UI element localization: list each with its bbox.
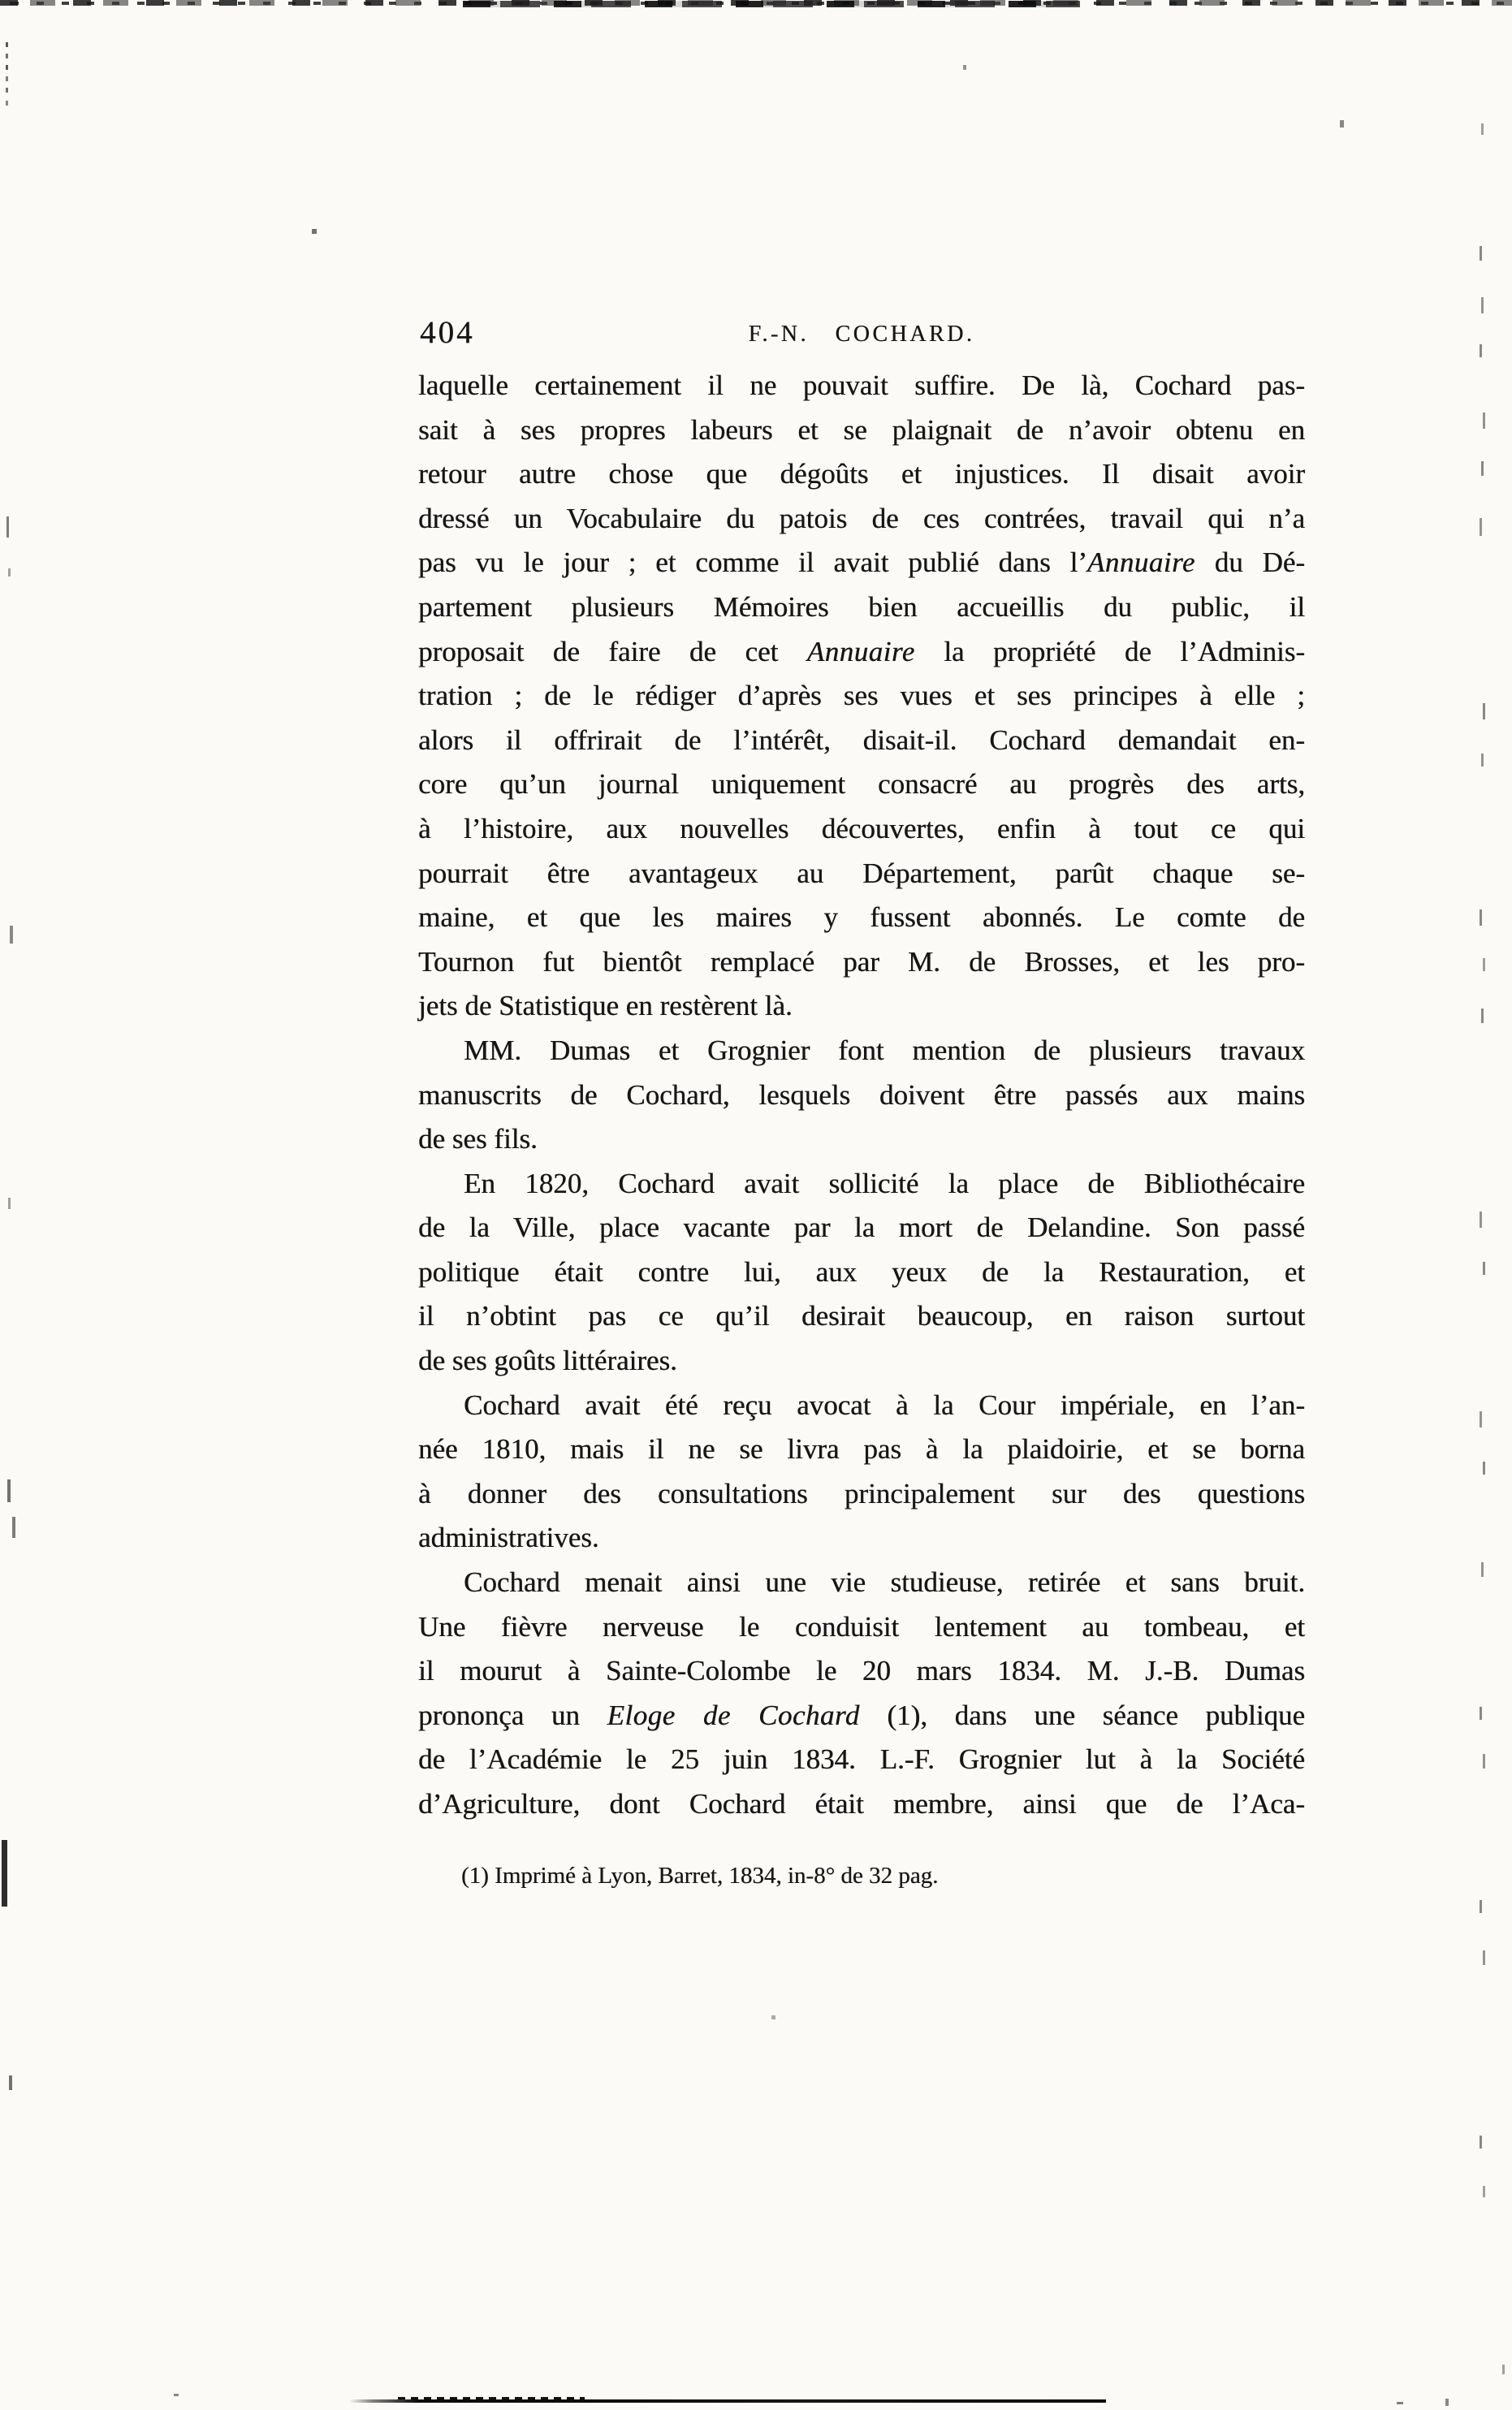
scan-artifact-mark bbox=[1397, 2402, 1403, 2404]
scan-artifact-mark bbox=[6, 54, 8, 58]
text-run: En 1820, Cochard avait sollicité la place de Bibliothécaire bbox=[464, 1167, 1305, 1199]
text-run: pourrait être avantageux au Département, parût chaque se- bbox=[418, 857, 1305, 889]
text-line bbox=[418, 1029, 1305, 1073]
scan-artifact-mark bbox=[1480, 1211, 1482, 1228]
text-run: de ses goûts littéraires. bbox=[418, 1345, 677, 1377]
text-line bbox=[418, 1384, 1305, 1428]
scan-artifact-mark bbox=[1483, 412, 1485, 429]
scan-artifact-mark bbox=[1340, 120, 1344, 127]
scan-torn-edge-top-dense bbox=[463, 1, 1080, 9]
scan-artifact-mark bbox=[6, 42, 8, 47]
text-run: Cochard menait ainsi une vie studieuse, retirée et sans bruit. bbox=[464, 1566, 1305, 1599]
text-run: jets de Statistique en restèrent là. bbox=[418, 990, 793, 1022]
text-run: de l’Académie le 25 juin 1834. L.-F. Grognier lut à la Société bbox=[418, 1743, 1305, 1776]
scan-artifact-mark bbox=[6, 88, 8, 93]
text-line bbox=[418, 497, 1305, 542]
text-run: prononça un bbox=[418, 1699, 607, 1731]
text-line bbox=[418, 1250, 1305, 1295]
text-run: sait à ses propres labeurs et se plaignait de n’avoir obtenu en bbox=[418, 413, 1305, 446]
text-run: pas vu le jour ; et comme il avait publié dans l’ bbox=[418, 546, 1087, 579]
text-run: alors il offrirait de l’intérêt, disait-il. Cochard demandait en- bbox=[418, 723, 1305, 756]
text-line bbox=[418, 1605, 1305, 1650]
scan-artifact-mark bbox=[1483, 1950, 1485, 1965]
scan-artifact-mark bbox=[6, 101, 8, 106]
footnote: (1) Imprimé à Lyon, Barret, 1834, in-8° de 32 pag. bbox=[461, 1863, 939, 1889]
text-run: politique était contre lui, aux yeux de la Restauration, et bbox=[418, 1255, 1305, 1288]
text-line bbox=[418, 1427, 1305, 1472]
scan-artifact-mark bbox=[1483, 2186, 1485, 2197]
text-run: Une fièvre nerveuse le conduisit lentement au tombeau, et bbox=[418, 1610, 1305, 1643]
scan-artifact-mark bbox=[1480, 246, 1482, 261]
scan-artifact-mark bbox=[1480, 909, 1482, 926]
scan-artifact-mark bbox=[1480, 344, 1482, 357]
text-run: manuscrits de Cochard, lesquels doivent être passés aux mains bbox=[418, 1078, 1305, 1111]
scan-artifact-mark bbox=[1481, 1008, 1484, 1023]
text-run: Tournon fut bientôt remplacé par M. de Brosses, et les pro- bbox=[418, 945, 1305, 978]
scan-artifact-mark bbox=[1480, 1900, 1482, 1913]
scan-artifact-mark bbox=[1481, 754, 1484, 767]
scan-edge-bottom-line bbox=[349, 2399, 1106, 2403]
text-line bbox=[418, 1294, 1305, 1339]
scan-artifact-mark bbox=[1480, 518, 1482, 536]
text-line bbox=[418, 1649, 1305, 1694]
text-line bbox=[418, 541, 1305, 585]
scan-artifact-mark bbox=[10, 926, 13, 944]
text-run: née 1810, mais il ne se livra pas à la plaidoirie, et se borna bbox=[418, 1433, 1305, 1466]
scan-artifact-mark bbox=[1483, 958, 1485, 971]
text-run: il mourut à Sainte-Colombe le 20 mars 1834. M. J.-B. Dumas bbox=[418, 1655, 1305, 1687]
text-run: Cochard avait été reçu avocat à la Cour impériale, en l’an- bbox=[464, 1389, 1305, 1421]
text-run: il n’obtint pas ce qu’il desirait beaucoup, en raison surtout bbox=[418, 1300, 1305, 1332]
scan-artifact-mark bbox=[1483, 703, 1485, 719]
scan-artifact-mark bbox=[1481, 123, 1484, 135]
text-line bbox=[418, 630, 1305, 675]
scan-artifact-mark bbox=[1502, 2365, 1505, 2374]
text-run: proposait de faire de cet bbox=[418, 635, 807, 667]
text-line bbox=[418, 1738, 1305, 1782]
scan-artifact-mark bbox=[312, 229, 317, 234]
text-line bbox=[418, 408, 1305, 453]
scan-artifact-mark bbox=[8, 1198, 11, 1209]
scan-artifact-mark bbox=[771, 2015, 775, 2019]
scan-artifact-mark bbox=[6, 76, 8, 81]
text-run: (1), dans une séance publique bbox=[859, 1699, 1305, 1731]
text-run: tration ; de le rédiger d’après ses vues et ses principes à elle ; bbox=[418, 680, 1305, 712]
italic-text: Annuaire bbox=[1086, 546, 1195, 579]
text-line bbox=[418, 585, 1305, 630]
text-line bbox=[418, 896, 1305, 940]
scan-artifact-mark bbox=[1483, 1262, 1485, 1275]
text-line bbox=[418, 807, 1305, 852]
text-run: à l’histoire, aux nouvelles découvertes, enfin à tout ce qui bbox=[418, 812, 1305, 844]
text-line bbox=[418, 940, 1305, 985]
text-line bbox=[418, 852, 1305, 896]
scan-artifact-mark bbox=[1483, 1754, 1485, 1769]
page-text bbox=[418, 364, 1305, 1827]
scan-artifact-mark bbox=[1481, 461, 1484, 476]
text-line bbox=[418, 719, 1305, 763]
text-line bbox=[418, 1472, 1305, 1517]
text-run: la propriété de l’Adminis- bbox=[914, 635, 1305, 667]
text-line bbox=[418, 762, 1305, 807]
scan-artifact-mark bbox=[6, 65, 8, 70]
text-run: retour autre chose que dégoûts et injustices. Il disait avoir bbox=[418, 458, 1305, 490]
scan-artifact-mark bbox=[9, 2075, 12, 2090]
text-run: du Dé- bbox=[1194, 546, 1305, 579]
scan-artifact-mark bbox=[963, 65, 966, 70]
text-run: maine, et que les maires y fussent abonnés. Le comte de bbox=[418, 901, 1305, 934]
scan-artifact-mark bbox=[174, 2394, 179, 2396]
running-header: F.-N. COCHARD. bbox=[748, 322, 975, 347]
text-run: core qu’un journal uniquement consacré au progrès des arts, bbox=[418, 768, 1305, 801]
text-run: dressé un Vocabulaire du patois de ces contrées, travail qui n’a bbox=[418, 502, 1305, 534]
scan-artifact-mark bbox=[1483, 1462, 1485, 1475]
scan-artifact-mark bbox=[1480, 1707, 1482, 1720]
text-line bbox=[418, 1073, 1305, 1118]
scan-artifact-mark bbox=[1480, 2136, 1482, 2149]
text-run: administratives. bbox=[418, 1522, 599, 1554]
text-line bbox=[418, 1206, 1305, 1250]
scan-artifact-mark bbox=[1481, 297, 1484, 313]
scan-artifact-mark bbox=[8, 568, 11, 577]
text-line bbox=[418, 1339, 1305, 1384]
text-line bbox=[418, 1162, 1305, 1207]
scan-artifact-mark bbox=[1480, 1411, 1482, 1427]
text-line bbox=[418, 452, 1305, 497]
italic-text: Annuaire bbox=[806, 635, 915, 667]
text-run: d’Agriculture, dont Cochard était membre, ainsi que de l’Aca- bbox=[418, 1788, 1305, 1820]
scan-artifact-mark bbox=[7, 1479, 11, 1502]
page-number: 404 bbox=[420, 315, 475, 350]
scan-artifact-mark bbox=[2, 1840, 7, 1907]
scan-artifact-mark bbox=[6, 516, 9, 538]
text-line bbox=[418, 674, 1305, 719]
text-line bbox=[418, 1117, 1305, 1162]
text-line bbox=[418, 984, 1305, 1029]
scan-artifact-mark bbox=[1481, 1562, 1484, 1577]
text-run: de la Ville, place vacante par la mort de Delandine. Son passé bbox=[418, 1211, 1305, 1244]
text-line bbox=[418, 1782, 1305, 1827]
text-line bbox=[418, 364, 1305, 408]
page-header bbox=[418, 315, 1305, 351]
text-line bbox=[418, 1516, 1305, 1561]
text-run: MM. Dumas et Grognier font mention de plusieurs travaux bbox=[464, 1034, 1305, 1066]
scan-artifact-mark bbox=[12, 1517, 15, 1538]
text-run: de ses fils. bbox=[418, 1123, 538, 1155]
text-line bbox=[418, 1561, 1305, 1605]
scan-artifact-mark bbox=[1445, 2399, 1449, 2406]
text-line bbox=[418, 1694, 1305, 1738]
text-run: partement plusieurs Mémoires bien accueillis du public, il bbox=[418, 590, 1305, 623]
text-run: à donner des consultations principalement sur des questions bbox=[418, 1477, 1305, 1509]
text-run: laquelle certainement il ne pouvait suffire. De là, Cochard pas- bbox=[418, 369, 1305, 401]
italic-text: Eloge de Cochard bbox=[607, 1699, 860, 1731]
